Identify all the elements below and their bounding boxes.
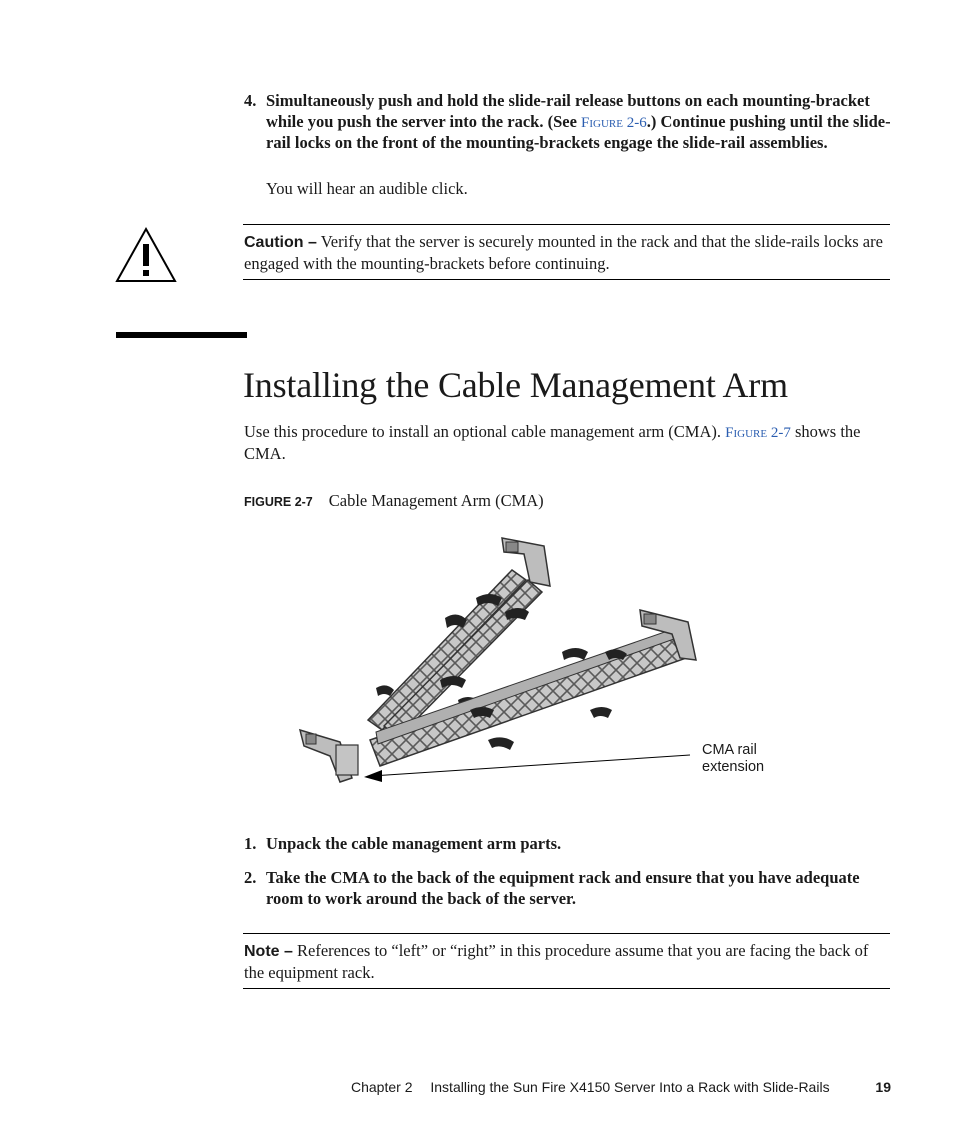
caution-bottom-rule xyxy=(243,279,890,280)
cma-rail-extension xyxy=(300,730,358,782)
step-number: 4. xyxy=(244,91,257,110)
step-text: Unpack the cable management arm parts. xyxy=(266,834,562,853)
page-footer xyxy=(351,1079,891,1095)
footer-chapter: Chapter 2 xyxy=(351,1079,413,1095)
section-bar xyxy=(116,332,247,338)
footer-title: Installing the Sun Fire X4150 Server Into a Rack with Slide-Rails xyxy=(430,1079,830,1095)
step-number: 1. xyxy=(244,834,257,853)
note-text: Note – References to “left” or “right” in this procedure assume that you are facing the back of the equipment rack. xyxy=(244,941,869,982)
callout-line xyxy=(372,755,690,776)
caution-text: Caution – Verify that the server is securely mounted in the rack and that the slide-rails locks are engaged with the mounting-brackets before continuing. xyxy=(244,232,883,273)
section-title: Installing the Cable Management Arm xyxy=(243,365,788,405)
figure-2-7-link[interactable]: Figure 2-7 xyxy=(725,425,791,441)
warning-triangle-icon xyxy=(114,226,178,284)
step-text: Simultaneously push and hold the slide-rail release buttons on each mounting-bracket while you push the server into the rack. (See Figure 2-6.) Continue pushing until the slide-rail locks on the front of the mounting-brackets engage the slide-rail assemblies. xyxy=(266,91,891,152)
caution-title: Caution – xyxy=(244,234,317,251)
figure-2-6-link[interactable]: Figure 2-6 xyxy=(581,114,647,131)
note-bottom-rule xyxy=(243,988,890,989)
note-title: Note – xyxy=(244,943,293,960)
callout-line-1: CMA rail xyxy=(702,742,757,758)
callout-arrowhead xyxy=(364,770,382,782)
callout-line-2: extension xyxy=(702,759,765,775)
note-top-rule xyxy=(243,933,890,934)
figure-callout xyxy=(702,742,764,776)
step-1 xyxy=(244,834,894,855)
step-number: 2. xyxy=(244,868,257,887)
cma-illustration xyxy=(280,530,720,790)
step-4 xyxy=(244,91,894,154)
caution-top-rule xyxy=(243,224,890,225)
figure-label: FIGURE 2-7 xyxy=(244,495,313,509)
step-2 xyxy=(244,868,894,909)
step-4-result: You will hear an audible click. xyxy=(266,179,468,198)
figure-caption xyxy=(244,491,544,512)
section-intro: Use this procedure to install an optional cable management arm (CMA). Figure 2-7 shows the CMA. xyxy=(244,422,861,463)
page-number: 19 xyxy=(875,1079,891,1095)
figure-caption-text: Cable Management Arm (CMA) xyxy=(328,491,544,510)
step-text: Take the CMA to the back of the equipment rack and ensure that you have adequate room to work around the back of the server. xyxy=(266,868,860,908)
